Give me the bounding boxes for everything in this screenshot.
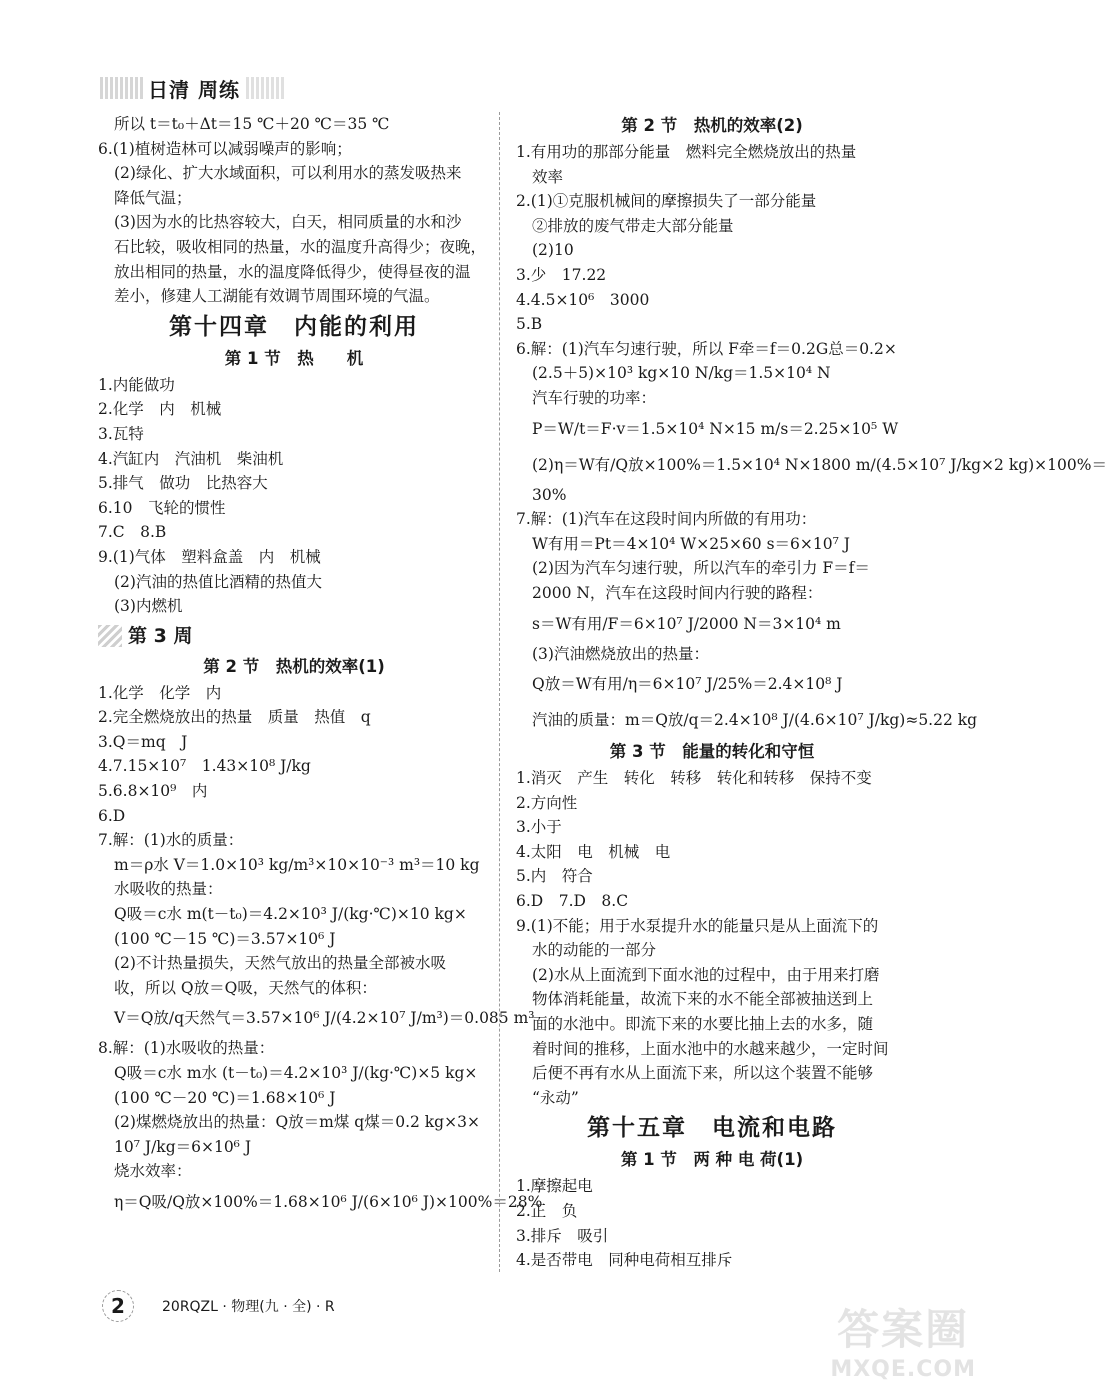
answer-line: 3.Q＝mq J xyxy=(98,732,188,751)
answer-line: Q吸＝c水 m(t－t₀)＝4.2×10³ J/(kg·℃)×10 kg× xyxy=(114,905,467,924)
header-decoration-right-icon xyxy=(246,77,286,99)
watermark-logo xyxy=(830,1297,976,1382)
answer-line: 7.C 8.B xyxy=(98,523,167,542)
section-title: 第 1 节 热 机 xyxy=(224,348,364,368)
answer-line: 3.小于 xyxy=(516,818,562,837)
watermark-text: 答案圈 xyxy=(837,1305,970,1354)
answer-line: η＝Q吸/Q放×100%＝1.68×10⁶ J/(6×10⁶ J)×100%＝28% xyxy=(114,1192,543,1211)
answer-line: (2)10 xyxy=(532,241,574,260)
answer-line: 降低气温； xyxy=(114,188,192,207)
answer-line: 6.10 飞轮的惯性 xyxy=(98,498,226,517)
answer-line: 面的水池中。即流下来的水要比抽上去的水多，随 xyxy=(532,1015,874,1034)
answer-line: m＝ρ水 V＝1.0×10³ kg/m³×10×10⁻³ m³＝10 kg xyxy=(114,855,480,874)
answer-line: 1.化学 化学 内 xyxy=(98,683,222,702)
answer-line: 1.消灭 产生 转化 转移 转化和转移 保持不变 xyxy=(516,769,872,788)
answer-line: 2.(1)①克服机械间的摩擦损失了一部分能量 xyxy=(516,192,817,211)
answer-line: 收，所以 Q放＝Q吸，天然气的体积： xyxy=(114,978,377,997)
page-number: 2 xyxy=(102,1290,134,1322)
answer-line: (3)因为水的比热容较大，白天，相同质量的水和沙 xyxy=(114,213,462,232)
answer-line: 3.瓦特 xyxy=(98,424,144,443)
answer-line: 3.少 17.22 xyxy=(516,265,607,284)
answer-line: (2)汽油的热值比酒精的热值大 xyxy=(114,572,322,591)
answer-line: 10⁷ J/kg＝6×10⁶ J xyxy=(114,1137,252,1156)
answer-line: 4.4.5×10⁶ 3000 xyxy=(516,290,650,309)
answer-line: Q放＝W有用/η＝6×10⁷ J/25%＝2.4×10⁸ J xyxy=(532,675,843,694)
answer-line: 3.排斥 吸引 xyxy=(516,1226,609,1245)
answer-line: 放出相同的热量，水的温度降低得少，使得昼夜的温 xyxy=(114,262,471,281)
answer-line: 烧水效率： xyxy=(114,1162,192,1181)
answer-line: 2.方向性 xyxy=(516,793,578,812)
page-header xyxy=(100,72,286,104)
section-title: 第 1 节 两 种 电 荷(1) xyxy=(620,1150,804,1170)
answer-line: (100 ℃－20 ℃)＝1.68×10⁶ J xyxy=(114,1088,336,1107)
answer-line: 水的动能的一部分 xyxy=(532,941,657,960)
answer-line: (2)煤燃烧放出的热量：Q放＝m煤 q煤＝0.2 kg×3× xyxy=(114,1113,480,1132)
answer-line: 1.内能做功 xyxy=(98,375,175,394)
answer-line: 4.是否带电 同种电荷相互排斥 xyxy=(516,1251,733,1270)
answer-line: 水吸收的热量： xyxy=(114,880,223,899)
page-footer xyxy=(102,1290,335,1322)
answer-line: 7.解：(1)水的质量： xyxy=(98,831,244,850)
answer-line: W有用＝Pt＝4×10⁴ W×25×60 s＝6×10⁷ J xyxy=(532,534,850,553)
answer-line: (2)绿化、扩大水域面积，可以利用水的蒸发吸热来 xyxy=(114,164,462,183)
section-title: 第 3 节 能量的转化和守恒 xyxy=(609,742,815,762)
answer-line: 5.排气 做功 比热容大 xyxy=(98,474,268,493)
answer-line: 2000 N，汽车在这段时间内行驶的路程： xyxy=(532,583,823,602)
answer-line: 1.摩擦起电 xyxy=(516,1177,593,1196)
answer-line: 7.解：(1)汽车在这段时间内所做的有用功： xyxy=(516,510,817,529)
answer-line: 4.7.15×10⁷ 1.43×10⁸ J/kg xyxy=(98,757,311,776)
answer-line: Q吸＝c水 m水 (t－t₀)＝4.2×10³ J/(kg·℃)×5 kg× xyxy=(114,1064,478,1082)
answer-line: (2)水从上面流到下面水池的过程中，由于用来打磨 xyxy=(532,965,880,984)
answer-line: 1.有用功的那部分能量 燃料完全燃烧放出的热量 xyxy=(516,143,857,161)
answer-line: (3)汽油燃烧放出的热量： xyxy=(532,644,709,663)
section-title: 第 2 节 热机的效率(1) xyxy=(203,656,385,676)
answer-line: 所以 t＝t₀＋Δt＝15 ℃＋20 ℃＝35 ℃ xyxy=(114,115,390,133)
answer-line: 2.化学 内 机械 xyxy=(98,400,222,419)
book-code: 20RQZL · 物理(九 · 全) · R xyxy=(162,1299,335,1315)
answer-line: 汽油的质量：m＝Q放/q＝2.4×10⁸ J/(4.6×10⁷ J/kg)≈5.22 kg xyxy=(532,711,978,730)
answer-line: 石比较，吸收相同的热量，水的温度升高得少；夜晚， xyxy=(114,237,487,256)
header-decoration-icon xyxy=(100,77,144,99)
answer-line: 物体消耗能量，故流下来的水不能全部被抽送到上 xyxy=(532,990,874,1009)
answer-line: 差小，修建人工湖能有效调节周围环境的气温。 xyxy=(114,287,440,306)
chapter-title: 第十四章 内能的利用 xyxy=(169,313,419,340)
answer-line: 6.解：(1)汽车匀速行驶，所以 F牵＝f＝0.2G总＝0.2× xyxy=(516,339,897,358)
answer-line: 5.6.8×10⁹ 内 xyxy=(98,782,208,801)
answer-line: 6.D xyxy=(98,806,126,825)
chapter-title: 第十五章 电流和电路 xyxy=(587,1115,837,1142)
answer-line: 8.解：(1)水吸收的热量： xyxy=(98,1039,275,1058)
right-column xyxy=(516,112,1107,1273)
answer-line: 4.太阳 电 机械 电 xyxy=(516,842,671,861)
answer-line: 效率 xyxy=(532,167,564,186)
header-title: 日清 周练 xyxy=(148,77,240,102)
answer-line: 9.(1)不能；用于水泵提升水的能量只是从上面流下的 xyxy=(516,916,879,935)
answer-line: (3)内燃机 xyxy=(114,597,183,616)
answer-line: s＝W有用/F＝6×10⁷ J/2000 N＝3×10⁴ m xyxy=(532,614,841,633)
answer-line: 6.D 7.D 8.C xyxy=(516,892,629,911)
answer-line: “永动” xyxy=(532,1088,579,1107)
week-label: 第 3 周 xyxy=(128,624,193,647)
answer-line: (100 ℃－15 ℃)＝3.57×10⁶ J xyxy=(114,929,336,948)
column-divider xyxy=(499,112,500,1272)
answer-line: (2)不计热量损失，天然气放出的热量全部被水吸 xyxy=(114,954,446,973)
answer-line: (2)η＝W有/Q放×100%＝1.5×10⁴ N×1800 m/(4.5×10⁷ J/kg×2 kg)×100%＝ xyxy=(532,455,1107,474)
week-marker-icon xyxy=(98,625,122,647)
answer-line: 6.(1)植树造林可以减弱噪声的影响； xyxy=(98,139,352,158)
answer-line: 5.内 符合 xyxy=(516,867,593,886)
answer-line: 后便不再有水从上面流下来，所以这个装置不能够 xyxy=(532,1064,874,1083)
answer-line: V＝Q放/q天然气＝3.57×10⁶ J/(4.2×10⁷ J/m³)＝0.085 m³ xyxy=(114,1009,535,1028)
answer-line: 着时间的推移，上面水池中的水越来越少，一定时间 xyxy=(532,1039,889,1058)
answer-line: 9.(1)气体 塑料盒盖 内 机械 xyxy=(98,547,321,566)
answer-line: 2.完全燃烧放出的热量 质量 热值 q xyxy=(98,708,371,727)
answer-line: (2.5＋5)×10³ kg×10 N/kg＝1.5×10⁴ N xyxy=(532,364,831,383)
answer-line: (2)因为汽车匀速行驶，所以汽车的牵引力 F＝f＝ xyxy=(532,559,870,578)
answer-line: 5.B xyxy=(516,315,543,334)
answer-line: 4.汽缸内 汽油机 柴油机 xyxy=(98,449,284,468)
answer-line: 2.正 负 xyxy=(516,1202,578,1220)
watermark-url: MXQE.COM xyxy=(830,1357,976,1382)
answer-line: P＝W/t＝F·v＝1.5×10⁴ N×15 m/s＝2.25×10⁵ W xyxy=(532,419,899,438)
answer-line: 30% xyxy=(532,485,567,504)
answer-line: ②排放的废气带走大部分能量 xyxy=(532,216,734,235)
week-title xyxy=(98,619,490,653)
answer-line: 汽车行驶的功率： xyxy=(532,388,657,407)
section-title: 第 2 节 热机的效率(2) xyxy=(621,116,803,135)
